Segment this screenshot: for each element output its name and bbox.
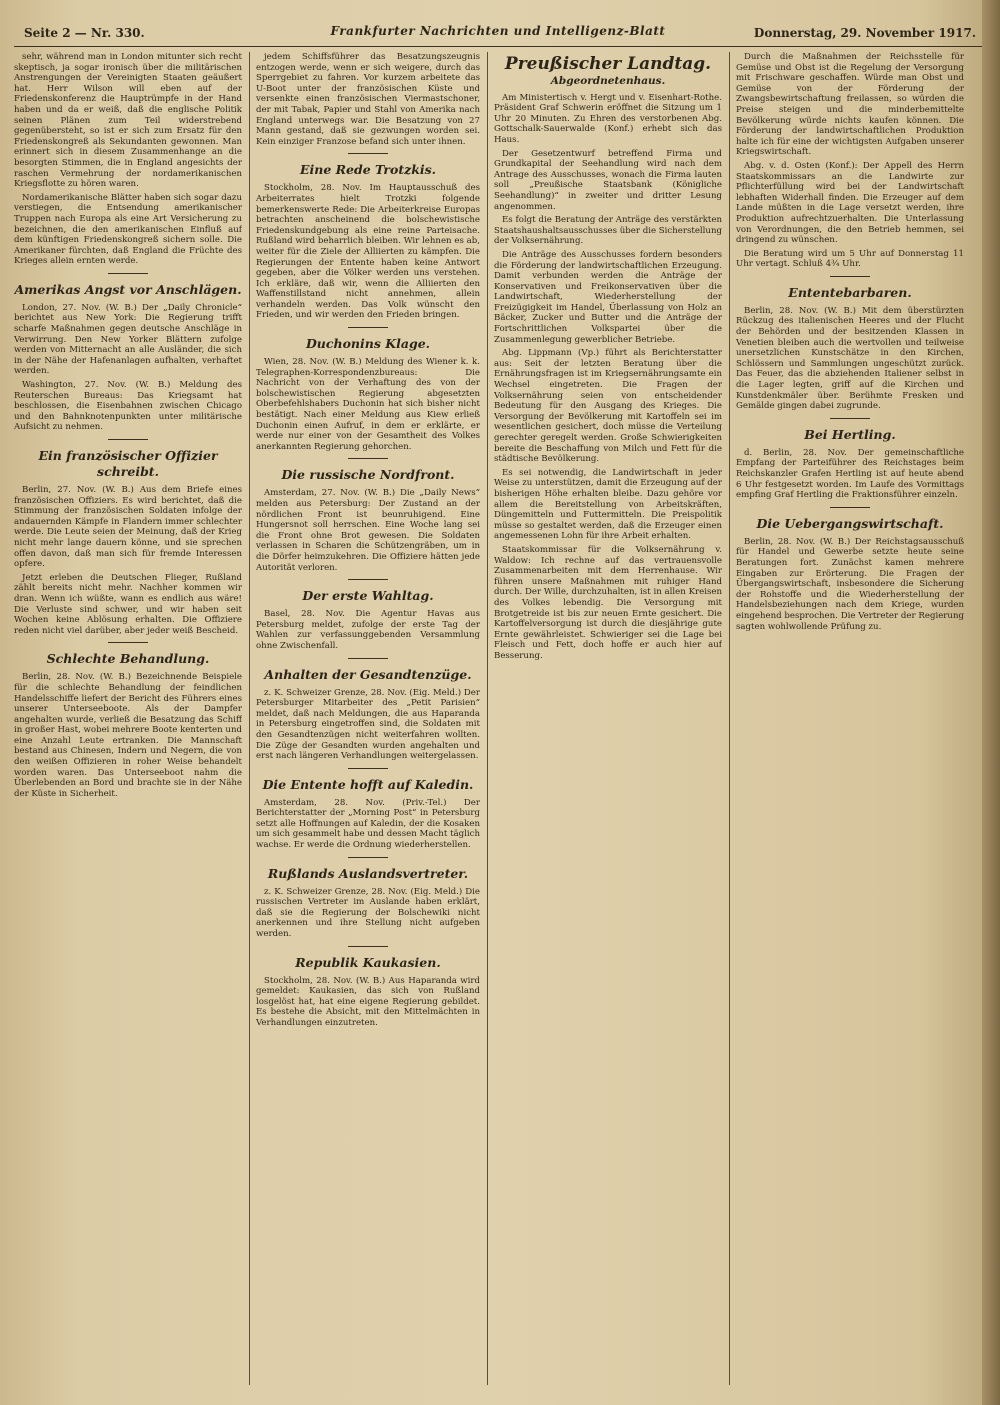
divider bbox=[348, 768, 388, 769]
columns bbox=[14, 52, 982, 1385]
article-text: Amsterdam, 28. Nov. (Priv.-Tel.) Der Berichterstatter der „Morning Post“ in Petersburg setzt alle Hoffnungen auf Kaledin, der die Kosaken um sich gesammelt habe und dessen Macht täglich wachse. Er werde die Ordnung wiederherstellen. bbox=[256, 797, 480, 851]
divider bbox=[108, 642, 148, 643]
paper-title: Frankfurter Nachrichten und Intelligenz-Blatt bbox=[330, 24, 666, 38]
masthead bbox=[14, 4, 982, 47]
divider bbox=[348, 153, 388, 154]
article-text: Amsterdam, 27. Nov. (W. B.) Die „Daily News“ melden aus Petersburg: Der Zustand an der nördlichen Front ist beunruhigend. Eine Hungersnot soll herrschen. Eine Woche lang sei die Front ohne Brot gewesen. Die Soldaten verlassen in Scharen die Schützengräben, um in die Dörfer heimzukehren. Die Offiziere hätten jede Autorität verloren. bbox=[256, 488, 480, 573]
headline-duchonin: Duchonins Klage. bbox=[305, 336, 431, 352]
headline-offizier: Ein französischer Offizier schreibt. bbox=[38, 448, 218, 479]
article-text: Nordamerikanische Blätter haben sich sogar dazu verstiegen, die Entsendung amerikanischer Truppen nach Europa als eine Art Versicherung zu bezeichnen, die den amerikanischen Einfluß auf dem künftigen Friedenskongreß sichern solle. Die Amerikaner fürchten, daß England die Früchte des Krieges allein ernten werde. bbox=[14, 192, 242, 267]
article-text: Berlin, 28. Nov. (W. B.) Der Reichstagsausschuß für Handel und Gewerbe setzte heute seine Beratungen fort. Zunächst kamen mehrere Eingaben zur Erörterung. Die Fragen der Übergangswirtschaft, insbesondere die Sicherung der Rohstoffe und die Wiederherstellung der Handelsbeziehungen nach dem Kriege, wurden eingehend besprochen. Die Vertreter der Regierung sagten wohlwollende Prüfung zu. bbox=[736, 536, 964, 632]
column-rule bbox=[729, 52, 730, 1385]
divider bbox=[348, 458, 388, 459]
article-text: Abg. Lippmann (Vp.) führt als Berichterstatter aus: Seit der letzten Beratung über die Ernährungsfragen ist im Kriegsernährungsamte ein Wechsel eingetreten. Die Fragen der Volksernährung seien von entscheidender Bedeutung für den Ausgang des Krieges. Die Versorgung der Bevölkerung mit Kartoffeln sei im wesentlichen gesichert, doch müsse die Verteilung gerechter geregelt werden. Große Schwierigkeiten bereite die Beschaffung von Milch und Fett für die städtische Bevölkerung. bbox=[494, 348, 722, 465]
headline-behandlung: Schlechte Behandlung. bbox=[46, 651, 210, 667]
article-text: z. K. Schweizer Grenze, 28. Nov. (Eig. Meld.) Die russischen Vertreter im Auslande haben erklärt, daß sie die Regierung der Bolschewiki nicht anerkennen und ihre Stellung nicht aufgeben werden. bbox=[256, 886, 480, 940]
headline-gesandtenzuege: Anhalten der Gesandtenzüge. bbox=[264, 666, 472, 682]
headline-wahltag: Der erste Wahltag. bbox=[302, 588, 434, 604]
article-text: sehr, während man in London mitunter sich recht skeptisch, ja sogar ironisch über die militärischen Anstrengungen der Vereinigten Staaten geäußert hat. Herr Wilson will eben auf der Friedenskonferenz die Hauptrümpfe in der Hand haben und da er weiß, daß die englische Politik seinen Plänen zum Teil widerstrebend gegenübersteht, so ist er sich zum Ersatz für den Friedenskongreß als Sekundanten gewonnen. Man erinnert sich in diesem Zusammenhange an die besorgten Stimmen, die in England angesichts der raschen Vermehrung der nordamerikanischen Kriegsflotte zu hören waren. bbox=[14, 52, 242, 190]
headline-ententebarbaren: Ententebarbaren. bbox=[788, 284, 912, 300]
article-text: Es sei notwendig, die Landwirtschaft in jeder Weise zu unterstützen, damit die Erzeugung auf der bisherigen Höhe erhalten bleibe. Dazu gehöre vor allem die Bereitstellung von Arbeitskräften, Düngemitteln und Futtermitteln. Die Preispolitik müsse so gestaltet werden, daß die Erzeuger einen angemessenen Lohn für ihre Arbeit erhalten. bbox=[494, 467, 722, 542]
article-text: Stockholm, 28. Nov. Im Hauptausschuß des Arbeiterrates hielt Trotzki folgende bemerkenswerte Rede: Die Arbeiterkreise Europas betrachten anscheinend die bolschewistische Friedenskundgebung als eine reine Parteisache. Rußland wird beharrlich bleiben. Wir lehnen es ab, weiter für die Ziele der Alliierten zu kämpfen. Die Regierungen der Entente haben keine Antwort gegeben, aber die Völker werden uns verstehen. Ich erkläre, daß wir, wenn die Alliierten den Waffenstillstand nicht annehmen, allein verhandeln werden. Das Volk wünscht den Frieden, und wir werden den Frieden bringen. bbox=[256, 183, 480, 321]
article-text: Washington, 27. Nov. (W. B.) Meldung des Reuterschen Bureaus: Das Kriegsamt hat beschlossen, die Eisenbahnen zwischen Chicago und den Bahnknotenpunkten unter militärische Aufsicht zu nehmen. bbox=[14, 380, 242, 433]
column-4 bbox=[736, 52, 964, 1385]
article-text: Berlin, 27. Nov. (W. B.) Aus dem Briefe eines französischen Offiziers. Es wird berichtet, daß die Stimmung der französischen Soldaten infolge der andauernden Kämpfe in Flandern immer schlechter werde. Die Leute seien der Meinung, daß der Krieg nicht mehr lange dauern könne, und sie sprechen offen davon, daß man sich für fremde Interessen opfere. bbox=[14, 485, 242, 570]
column-rule bbox=[249, 52, 250, 1385]
headline-hertling: Bei Hertling. bbox=[804, 426, 896, 442]
headline-amerikas-angst: Amerikas Angst vor Anschlägen. bbox=[14, 281, 242, 297]
divider bbox=[108, 439, 148, 440]
article-text: Jetzt erleben die Deutschen Flieger, Rußland zählt bereits nicht mehr. Nachher kommen wir dran. Wenn ich wüßte, wann es endlich aus wäre! Die Verluste sind schwer, und wir haben seit Wochen keine Ablösung erhalten. Die Offiziere reden nicht viel darüber, aber jeder weiß Bescheid. bbox=[14, 572, 242, 636]
headline-auslandsvertreter: Rußlands Auslandsvertreter. bbox=[267, 865, 469, 881]
headline-landtag: Preußischer Landtag. bbox=[504, 54, 712, 74]
column-3 bbox=[494, 52, 722, 1385]
article-text: London, 27. Nov. (W. B.) Der „Daily Chronicle“ berichtet aus New York: Die Regierung trifft scharfe Maßnahmen gegen deutsche Anschläge in Verwirrung. Den New Yorker Blättern zufolge werden von Mitternacht an alle Ausländer, die sich in der Nähe der Hafenanlagen aufhalten, verhaftet werden. bbox=[14, 302, 242, 377]
article-text: Berlin, 28. Nov. (W. B.) Bezeichnende Beispiele für die schlechte Behandlung der feindlichen Handelsschiffe liefert der Bericht des Führers eines unserer Unterseeboote. Als der Dampfer angehalten wurde, verließ die Besatzung das Schiff in großer Hast, wobei mehrere Boote kenterten und eine Anzahl Leute ertranken. Die Mannschaft bestand aus Chinesen, Indern und Negern, die von den weißen Offizieren in roher Weise behandelt worden waren. Das Unterseeboot nahm die Überlebenden an Bord und brachte sie in der Nähe der Küste in Sicherheit. bbox=[14, 672, 242, 799]
article-text: Am Ministertisch v. Hergt und v. Eisenhart-Rothe. Präsident Graf Schwerin eröffnet die Sitzung um 1 Uhr 20 Minuten. Zu Ehren des verstorbenen Abg. Gottschalk-Sauerwalde (Konf.) erhebt sich das Haus. bbox=[494, 92, 722, 145]
headline-kaledin: Die Entente hofft auf Kaledin. bbox=[262, 776, 474, 792]
page-edge bbox=[982, 0, 1000, 1405]
column-rule bbox=[487, 52, 488, 1385]
divider bbox=[348, 579, 388, 580]
column-1 bbox=[14, 52, 242, 1385]
divider bbox=[830, 507, 870, 508]
page-number: Seite 2 — Nr. 330. bbox=[24, 26, 145, 40]
divider bbox=[830, 418, 870, 419]
article-text: Basel, 28. Nov. Die Agentur Havas aus Petersburg meldet, zufolge der erste Tag der Wahlen zur verfassunggebenden Versammlung ohne Zwischenfall. bbox=[256, 609, 480, 651]
column-2 bbox=[256, 52, 480, 1385]
headline-kaukasien: Republik Kaukasien. bbox=[295, 954, 441, 970]
headline-nordfront: Die russische Nordfront. bbox=[281, 467, 455, 483]
article-text: Berlin, 28. Nov. (W. B.) Mit dem überstürzten Rückzug des italienischen Heeres und der Flucht der Behörden und der besitzenden Klassen in Venetien bleiben auch die wertvollen und teilweise unersetzlichen Kunstschätze in den Kirchen, Schlössern und Sammlungen ungeschützt zurück. Das Feuer, das die abziehenden Italiener selbst in die Lager legten, griff auf die Kirchen und Kunstdenkmäler über. Berühmte Fresken und Gemälde gingen dabei zugrunde. bbox=[736, 305, 964, 412]
divider bbox=[108, 273, 148, 274]
divider bbox=[348, 946, 388, 947]
article-text: Die Anträge des Ausschusses fordern besonders die Förderung der landwirtschaftlichen Erzeugung. Damit verbunden werden die Anträge der Konservativen und Freikonservativen über die Landwirtschaft, Wiederherstellung der Freizügigkeit im Handel, Überlassung von Holz an Bäcker, Zucker und Butter und die Anträge der Fortschrittlichen Volkspartei über die Zusammenlegung gewerblicher Betriebe. bbox=[494, 249, 722, 345]
divider bbox=[348, 658, 388, 659]
subheadline-abgeordnetenhaus: Abgeordnetenhaus. bbox=[550, 75, 666, 87]
article-text: Es folgt die Beratung der Anträge des verstärkten Staatshaushaltsausschusses über die Sicherstellung der Volksernährung. bbox=[494, 215, 722, 247]
article-text: Die Beratung wird um 5 Uhr auf Donnerstag 11 Uhr vertagt. Schluß 4¾ Uhr. bbox=[736, 248, 964, 270]
article-text: Durch die Maßnahmen der Reichsstelle für Gemüse und Obst ist die Regelung der Versorgung mit Frischware geschaffen. Würde man Obst und Gemüse von der Förderung der Zwangsbewirtschaftung freilassen, so würden die Preise steigen und die minderbemittelte Bevölkerung würde nichts kaufen können. Die Förderung der landwirtschaftlichen Produktion halte ich für eine der wichtigsten Aufgaben unserer Kriegswirtschaft. bbox=[736, 52, 964, 158]
headline-trotzki: Eine Rede Trotzkis. bbox=[299, 162, 437, 178]
article-text: jedem Schiffsführer das Besatzungszeugnis entzogen werde, wenn er sich weigere, durch das Sperrgebiet zu fahren. Vor kurzem arbeitete das U-Boot unter der französischen Küste und versenkte einen französischen Viermastschoner, der mit Tabak, Papier und Stahl von Amerika nach England unterwegs war. Die Besatzung von 27 Mann gestand, daß sie gezwungen worden sei. Kein einziger Franzose befand sich unter ihnen. bbox=[256, 52, 480, 147]
article-text: Stockholm, 28. Nov. (W. B.) Aus Haparanda wird gemeldet: Kaukasien, das sich von Rußland losgelöst hat, hat eine eigene Regierung gebildet. Es bestehe die Absicht, mit den Mittelmächten in Verhandlungen einzutreten. bbox=[256, 975, 480, 1028]
article-text: Staatskommissar für die Volksernährung v. Waldow: Ich rechne auf das vertrauensvolle Zusammenarbeiten mit dem Herrenhause. Wir führen unsere Maßnahmen mit ruhiger Hand durch. Der Wille, durchzuhalten, ist in allen Kreisen des Volkes lebendig. Die Versorgung mit Brotgetreide ist bis zur neuen Ernte gesichert. Die Kartoffelversorgung ist durch die diesjährige gute Ernte gewährleistet. Schwieriger sei die Lage bei Fleisch und Fett, doch hoffe er auch hier auf Besserung. bbox=[494, 544, 722, 661]
article-text: d. Berlin, 28. Nov. Der gemeinschaftliche Empfang der Parteiführer des Reichstages beim Reichskanzler Grafen Hertling ist auf heute abend 6 Uhr festgesetzt worden. Im Laufe des Vormittags empfing Graf Hertling die Fraktionsführer einzeln. bbox=[736, 447, 964, 501]
divider bbox=[348, 327, 388, 328]
article-text: Wien, 28. Nov. (W. B.) Meldung des Wiener k. k. Telegraphen-Korrespondenzbureaus: Die Nachricht von der Verhaftung des von der bolschewistischen Regierung abgesetzten Oberbefehlshabers Duchonin hat sich bisher nicht bestätigt. Nach einer Meldung aus Kiew erließ Duchonin einen Aufruf, in dem er erklärte, er werde nur einer von der Gesamtheit des Volkes anerkannten Regierung gehorchen. bbox=[256, 357, 480, 452]
article-text: z. K. Schweizer Grenze, 28. Nov. (Eig. Meld.) Der Petersburger Mitarbeiter des „Petit Parisien“ meldet, daß nach Meldungen, die aus Haparanda in Petersburg eingetroffen sind, die Soldaten mit den Gesandtenzügen nicht weiterfahren wollten. Die Züge der Gesandten wurden angehalten und erst nach längeren Verhandlungen weitergelassen. bbox=[256, 687, 480, 762]
divider bbox=[830, 276, 870, 277]
divider bbox=[348, 857, 388, 858]
article-text: Abg. v. d. Osten (Konf.): Der Appell des Herrn Staatskommissars an die Landwirte zur Pflichterfüllung wird bei der Landwirtschaft lebhaften Widerhall finden. Die Erzeuger auf dem Lande müßten in die Lage versetzt werden, ihre Produktion aufrechtzuerhalten. Die Unterlassung von Verordnungen, die den Betrieb hemmen, sei dringend zu wünschen. bbox=[736, 160, 964, 246]
headline-uebergangswirtschaft: Die Uebergangswirtschaft. bbox=[756, 515, 944, 531]
issue-date: Donnerstag, 29. November 1917. bbox=[753, 26, 976, 40]
article-text: Der Gesetzentwurf betreffend Firma und Grundkapital der Seehandlung wird nach dem Antrage des Ausschusses, wonach die Firma lauten soll „Preußische Staatsbank (Königliche Seehandlung)“ in zweiter und dritter Lesung angenommen. bbox=[494, 148, 722, 212]
